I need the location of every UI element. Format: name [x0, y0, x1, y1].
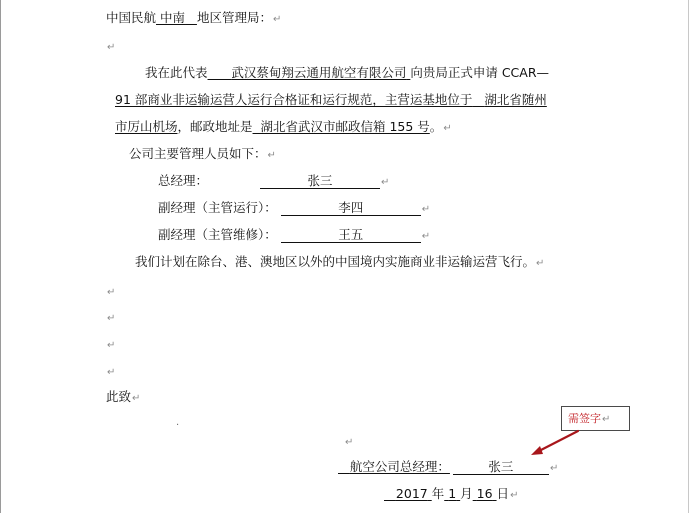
return-mark: ↵ [421, 231, 431, 242]
stray-mark: · [176, 420, 180, 431]
day-unit: 日 [496, 486, 510, 501]
date-month: 1 [448, 486, 457, 501]
sign-name: 张三 [453, 460, 549, 475]
return-mark: ↵ [421, 204, 431, 215]
staff-intro-text: 公司主要管理人员如下： [129, 146, 267, 161]
mail-label: ，邮政地址是 [177, 119, 253, 134]
ops-label: 副经理（主管运行）： [158, 200, 277, 215]
return-mark: ↵ [272, 14, 282, 25]
company-name: 武汉蔡甸翔云通用航空有限公司 [231, 65, 407, 80]
addressee-region: 中南 [160, 10, 186, 25]
return-mark: ↵ [107, 42, 116, 53]
gm-name: 张三 [260, 174, 380, 189]
return-mark: ↵ [107, 313, 116, 324]
gm-label: 总经理： [158, 173, 209, 188]
return-mark: ↵ [107, 367, 116, 378]
base-location-1: 湖北省随州 [484, 92, 547, 107]
return-mark: ↵ [345, 437, 354, 448]
mx-name: 王五 [281, 228, 421, 243]
year-unit: 年 [431, 486, 445, 501]
date-day: 16 [476, 486, 493, 501]
mx-label: 副经理（主管维修）： [158, 227, 277, 242]
return-mark: ↵ [107, 340, 116, 351]
base-location-2: 市厉山机场 [115, 119, 178, 134]
sign-label: 航空公司总经理： [349, 459, 450, 474]
apply-text: 向贵局正式申请 CCAR— [410, 65, 550, 80]
addressee-prefix: 中国民航 [106, 10, 157, 25]
date-year: 2017 [395, 486, 428, 501]
return-mark: ↵ [381, 177, 390, 188]
return-mark: ↵ [443, 123, 452, 134]
certificate-text: 91 部商业非运输运营人运行合格证和运行规范，主营运基地位于 [115, 92, 473, 107]
month-unit: 月 [460, 486, 473, 501]
return-mark: ↵ [536, 258, 545, 269]
return-mark: ↵ [549, 463, 559, 474]
sentence-end: 。 [429, 119, 443, 134]
return-mark: ↵ [510, 490, 519, 501]
closing-text: 此致 [106, 389, 132, 404]
return-mark: ↵ [602, 414, 611, 425]
return-mark: ↵ [107, 287, 116, 298]
return-mark: ↵ [267, 150, 276, 161]
intro-text: 我在此代表 [145, 65, 208, 80]
callout-text: 需签字 [568, 412, 601, 425]
ops-name: 李四 [281, 201, 421, 216]
plan-text: 我们计划在除台、港、澳地区以外的中国境内实施商业非运输运营飞行。 [135, 254, 536, 269]
return-mark: ↵ [132, 393, 141, 404]
addressee-suffix: 地区管理局： [196, 10, 272, 25]
mail-address: 湖北省武汉市邮政信箱 155 号 [260, 119, 430, 134]
